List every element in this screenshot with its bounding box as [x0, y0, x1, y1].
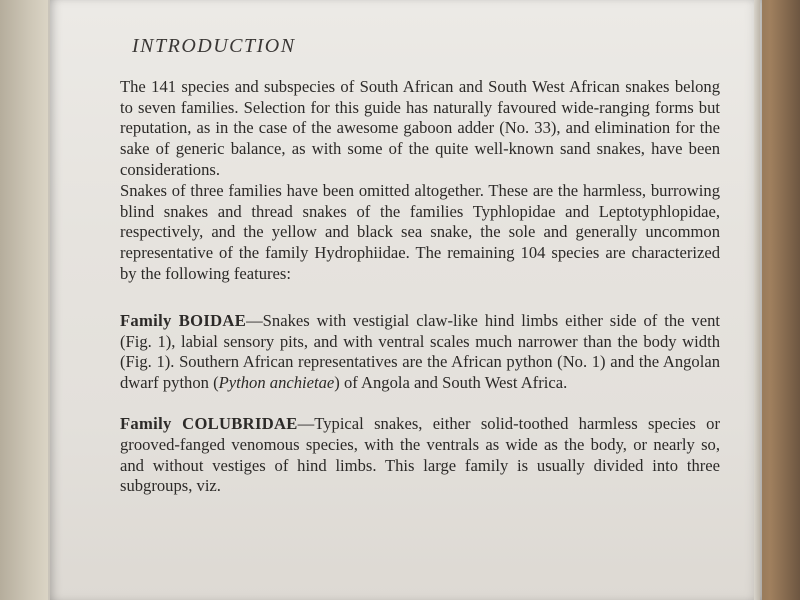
- colubridae-text: —Typical snakes, either solid-toothed harmless species or grooved-fanged venomous species, with the ventrals as wide as the body, or nearly so, and without vestiges of hind limbs. This large family is usually divided into three subgroups, viz.: [120, 413, 720, 496]
- page-edge: [754, 0, 760, 600]
- page-heading: INTRODUCTION: [132, 35, 296, 57]
- python-anchietae-name: Python anchietae: [218, 373, 335, 393]
- page-content: [120, 36, 720, 497]
- family-boidae-heading: Family BOIDAE: [120, 310, 247, 330]
- boidae-text-end: ) of Angola and South West Africa.: [334, 373, 568, 393]
- family-colubridae-heading: Family COLUBRIDAE: [120, 413, 298, 433]
- background-left: [0, 0, 52, 600]
- omitted-families-paragraph: Snakes of three families have been omitted altogether. These are the harmless, burrowing blind snakes and thread snakes of the families Typhlopidae and Leptotyphlopidae, respectively, and the yellow and black sea snake, the sole and generally uncommon representative of the family Hydrophiidae. The remaining 104 species are characterized by the following features:: [120, 180, 720, 283]
- boidae-text: —Snakes with vestigial claw-like hind limbs either side of the vent (Fig. 1), labial sensory pits, and with ventral scales much narrower than the body width (Fig. 1). Southern African representatives are the African python (No. 1) and the Angolan dwarf python (: [120, 310, 720, 393]
- intro-paragraph: The 141 species and subspecies of South African and South West African snakes belong to seven families. Selection for this guide has naturally favoured wide-ranging forms but reputation, as in the case of the awesome gaboon adder (No. 33), and elimination for the sake of generic balance, as with some of the quite well-known sand snakes, have been considerations.: [120, 76, 720, 179]
- boidae-paragraph: [120, 311, 720, 394]
- colubridae-paragraph: [120, 414, 720, 497]
